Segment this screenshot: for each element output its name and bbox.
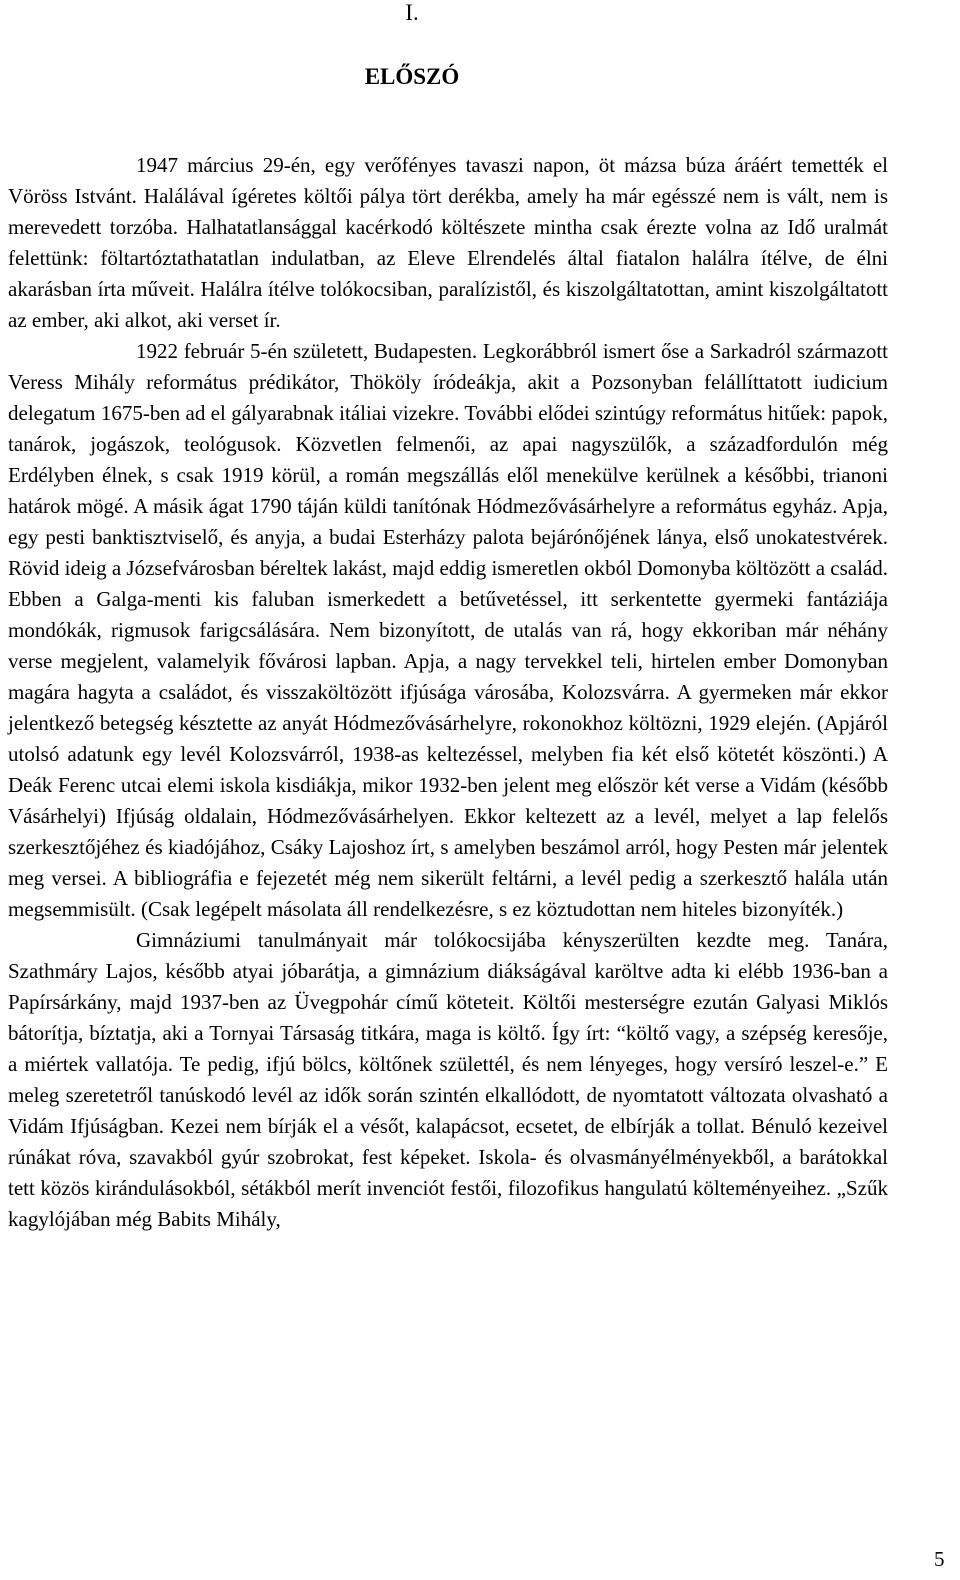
chapter-number: I. xyxy=(405,0,419,25)
paragraph-3: Gimnáziumi tanulmányait már tolókocsijába kényszerülten kezdte meg. Tanára, Szathmáry Lajos, később atyai jóbarátja, a gimnázium diákságával karöltve adta ki elébb 1936-ban a Papírsárkány, majd 1937-ben az Üvegpohár című köteteit. Költői mesterségre ezután Galyasi Miklós bátorítja, bíztatja, aki a Tornyai Társaság titkára, maga is költő. Így írt: “költő vagy, a szépség keresője, a miértek vallatója. Te pedig, ifjú bölcs, költőnek születtél, és nem lényeges, hogy versíró leszel-e.” E meleg szeretetről tanúskodó levél az idők során szintén elkallódott, de nyomtatott változata olvasható a Vidám Ifjúságban. Kezei nem bírják el a vésőt, kalapácsot, ecsetet, de elbírják a tollat. Bénuló kezeivel rúnákat róva, szavakból gyúr szobrokat, fest képeket. Iskola- és olvasmányélményekből, a barátokkal tett közös kirándulásokból, sétákból merít invenciót festői, filozofikus hangulatú költeményeihez. „Szűk kagylójában még Babits Mihály, xyxy=(8,928,888,1231)
paragraph-2: 1922 február 5-én született, Budapesten. Legkorábbról ismert őse a Sarkadról származott Veress Mihály református prédikátor, Thököly íródeákja, akit a Pozsonyban felállíttatott iudicium delegatum 1675-ben ad el gályarabnak itáliai vizekre. További elődei szintúgy református hitűek: papok, tanárok, jogászok, teológusok. Közvetlen felmenői, az apai nagyszülők, a századfordulón még Erdélyben élnek, s csak 1919 körül, a román megszállás elől menekülve kerülnek a későbbi, trianoni határok mögé. A másik ágat 1790 táján küldi tanítónak Hódmezővásárhelyre a református egyház. Apja, egy pesti banktisztviselő, és anyja, a budai Esterházy palota bejárónőjének lánya, első unokatestvérek. Rövid ideig a Józsefvárosban béreltek lakást, majd eddig ismeretlen okból Domonyba költözött a család. Ebben a Galga-menti kis faluban ismerkedett a betűvetéssel, itt serkentette gyermeki fantáziája mondókák, rigmusok farigcsálására. Nem bizonyított, de utalás van rá, hogy ekkoriban már néhány verse megjelent, valamelyik fővárosi lapban. Apja, a nagy tervekkel teli, hirtelen ember Domonyban magára hagyta a családot, és visszaköltözött ifjúsága városába, Kolozsvárra. A gyermeken már ekkor jelentkező betegség késztette az anyát Hódmezővásárhelyre, rokonokhoz költözni, 1929 elején. (Apjáról utolsó adatunk egy levél Kolozsvárról, 1938-as keltezéssel, melyben fia két első kötetét köszönti.) A Deák Ferenc utcai elemi iskola kisdiákja, mikor 1932-ben jelent meg először két verse a Vidám (később Vásárhelyi) Ifjúság oldalain, Hódmezővásárhelyen. Ekkor keltezett az a levél, melyet a lap felelős szerkesztőjéhez és kiadójához, Csáky Lajoshoz írt, s amelyben beszámol arról, hogy Pesten már jelentek meg versei. A bibliográfia e fejezetét még nem sikerült feltárni, a levél pedig a szerkesztő halála után megsemmisült. (Csak legépelt másolata áll rendelkezésre, s ez köztudottan nem hiteles bizonyíték.) xyxy=(8,339,889,921)
paragraph-1: 1947 március 29-én, egy verőfényes tavaszi napon, öt mázsa búza áráért temették el Vöröss Istvánt. Halálával ígéretes költői pálya tört derékba, amely ha már egésszé nem is vált, nem is merevedett torzóba. Halhatatlansággal kacérkodó költészete mintha csak érezte volna az Idő uralmát felettünk: föltartóztathatatlan indulatban, az Eleve Elrendelés által fiatalon halálra ítélve, de élni akarásban írta műveit. Halálra ítélve tolókocsiban, paralízistől, és kiszolgáltatottan, amint kiszolgáltatott az ember, aki alkot, aki verset ír. xyxy=(8,153,888,332)
page-number: 5 xyxy=(934,1547,945,1571)
body-text xyxy=(8,150,888,1235)
chapter-title: ELŐSZÓ xyxy=(364,64,460,89)
